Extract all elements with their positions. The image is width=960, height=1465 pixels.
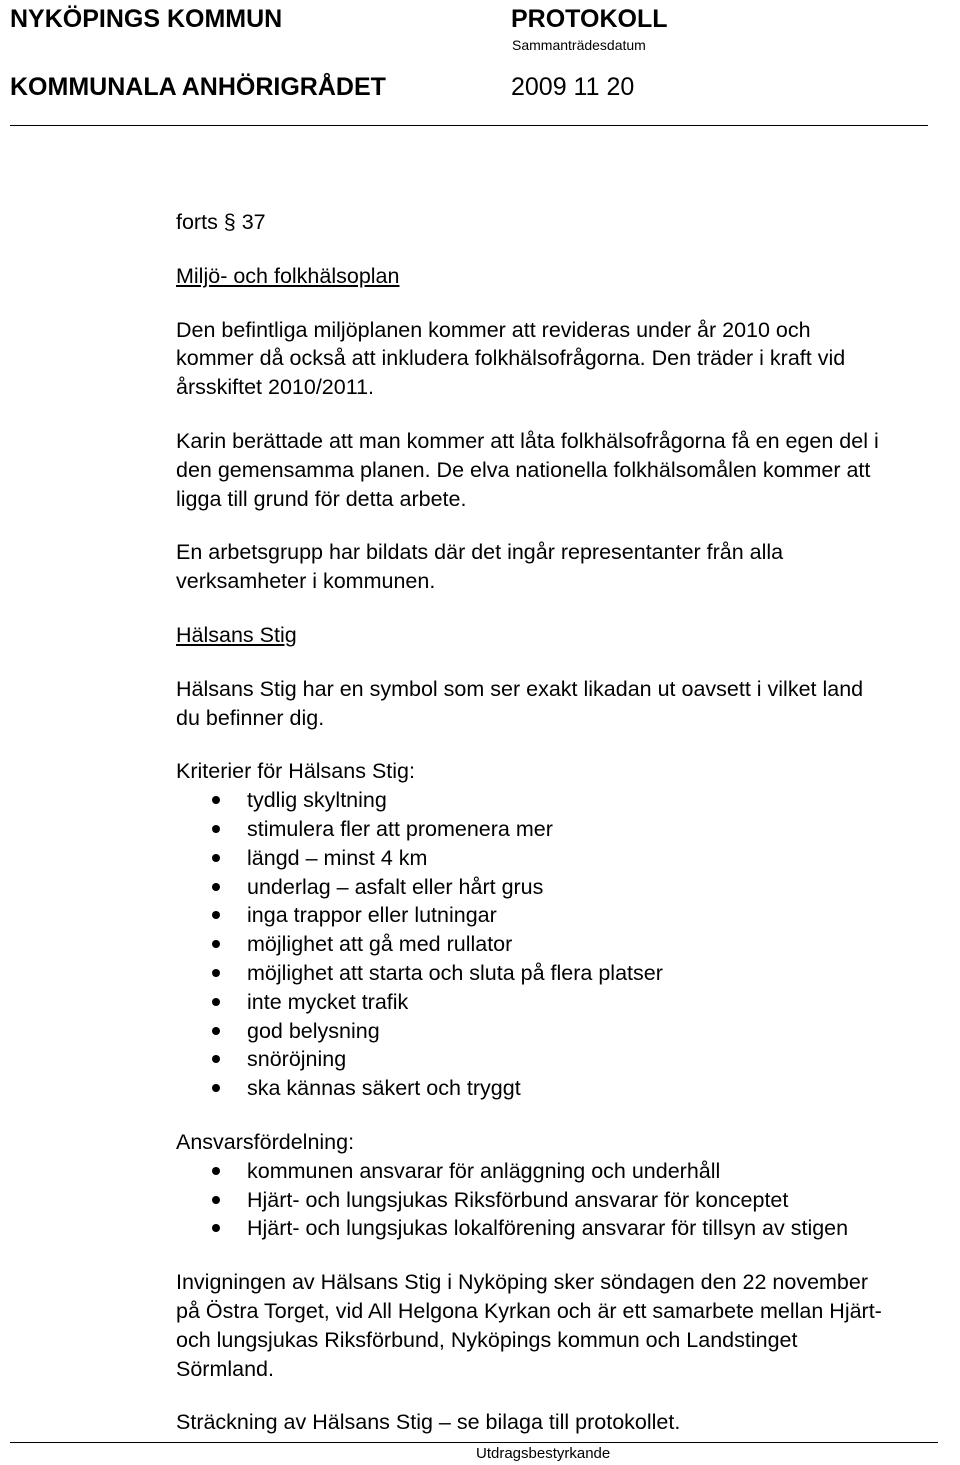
paragraph-strackning: Sträckning av Hälsans Stig – se bilaga till protokollet. — [176, 1410, 681, 1435]
heading-miljo-folkhalsoplan: Miljö- och folkhälsoplan — [176, 263, 400, 288]
list-item: möjlighet att starta och sluta på flera platser — [176, 959, 946, 988]
list-item: tydlig skyltning — [176, 786, 946, 815]
criteria-list — [176, 786, 946, 1103]
list-item: kommunen ansvarar för anläggning och underhåll — [176, 1157, 946, 1186]
date-label: Sammanträdesdatum — [512, 37, 646, 53]
text-line: den gemensamma planen. De elva nationella folkhälsomålen kommer att — [176, 457, 871, 482]
list-item: underlag – asfalt eller hårt grus — [176, 873, 946, 902]
list-item: stimulera fler att promenera mer — [176, 815, 946, 844]
text-line: Hälsans Stig har en symbol som ser exakt likadan ut oavsett i vilket land — [176, 676, 864, 701]
text-line: du befinner dig. — [176, 705, 325, 730]
list-item: inga trappor eller lutningar — [176, 901, 946, 930]
text-line: verksamheter i kommunen. — [176, 569, 436, 594]
municipality-title: NYKÖPINGS KOMMUN — [10, 5, 283, 33]
section-reference: forts § 37 — [176, 210, 266, 234]
list-item: god belysning — [176, 1017, 946, 1046]
minutes-body — [176, 208, 946, 1437]
responsibility-label: Ansvarsfördelning: — [176, 1129, 355, 1154]
heading-halsans-stig: Hälsans Stig — [176, 622, 297, 647]
footer-rule — [10, 1442, 938, 1443]
text-line: Den befintliga miljöplanen kommer att revideras under år 2010 och — [176, 317, 811, 342]
text-line: kommer då också att inkludera folkhälsofrågorna. Den träder i kraft vid — [176, 346, 846, 371]
text-line: Invigningen av Hälsans Stig i Nyköping sker söndagen den 22 november — [176, 1270, 869, 1295]
council-name: KOMMUNALA ANHÖRIGRÅDET — [10, 73, 386, 101]
document-type: PROTOKOLL — [511, 5, 668, 33]
list-item: ska kännas säkert och tryggt — [176, 1074, 946, 1103]
criteria-label: Kriterier för Hälsans Stig: — [176, 759, 415, 784]
header-rule — [10, 125, 928, 126]
list-item: möjlighet att gå med rullator — [176, 930, 946, 959]
paragraph-karin — [176, 427, 946, 513]
list-item: Hjärt- och lungsjukas lokalförening ansvarar för tillsyn av stigen — [176, 1214, 946, 1243]
paragraph-symbol — [176, 675, 946, 733]
footer-label: Utdragsbestyrkande — [476, 1445, 611, 1462]
text-line: Karin berättade att man kommer att låta folkhälsofrågorna få en egen del i — [176, 428, 879, 453]
list-item: Hjärt- och lungsjukas Riksförbund ansvarar för konceptet — [176, 1186, 946, 1215]
paragraph-miljoplan — [176, 316, 946, 402]
text-line: ligga till grund för detta arbete. — [176, 486, 467, 511]
responsibility-list — [176, 1157, 946, 1243]
text-line: Sörmland. — [176, 1356, 274, 1381]
paragraph-invigning — [176, 1268, 946, 1383]
text-line: och lungsjukas Riksförbund, Nyköpings kommun och Landstinget — [176, 1327, 798, 1352]
list-item: längd – minst 4 km — [176, 844, 946, 873]
text-line: årsskiftet 2010/2011. — [176, 375, 375, 400]
paragraph-arbetsgrupp — [176, 538, 946, 596]
list-item: inte mycket trafik — [176, 988, 946, 1017]
text-line: En arbetsgrupp har bildats där det ingår representanter från alla — [176, 540, 784, 565]
meeting-date: 2009 11 20 — [511, 73, 635, 101]
text-line: på Östra Torget, vid All Helgona Kyrkan och är ett samarbete mellan Hjärt- — [176, 1298, 882, 1323]
list-item: snöröjning — [176, 1045, 946, 1074]
